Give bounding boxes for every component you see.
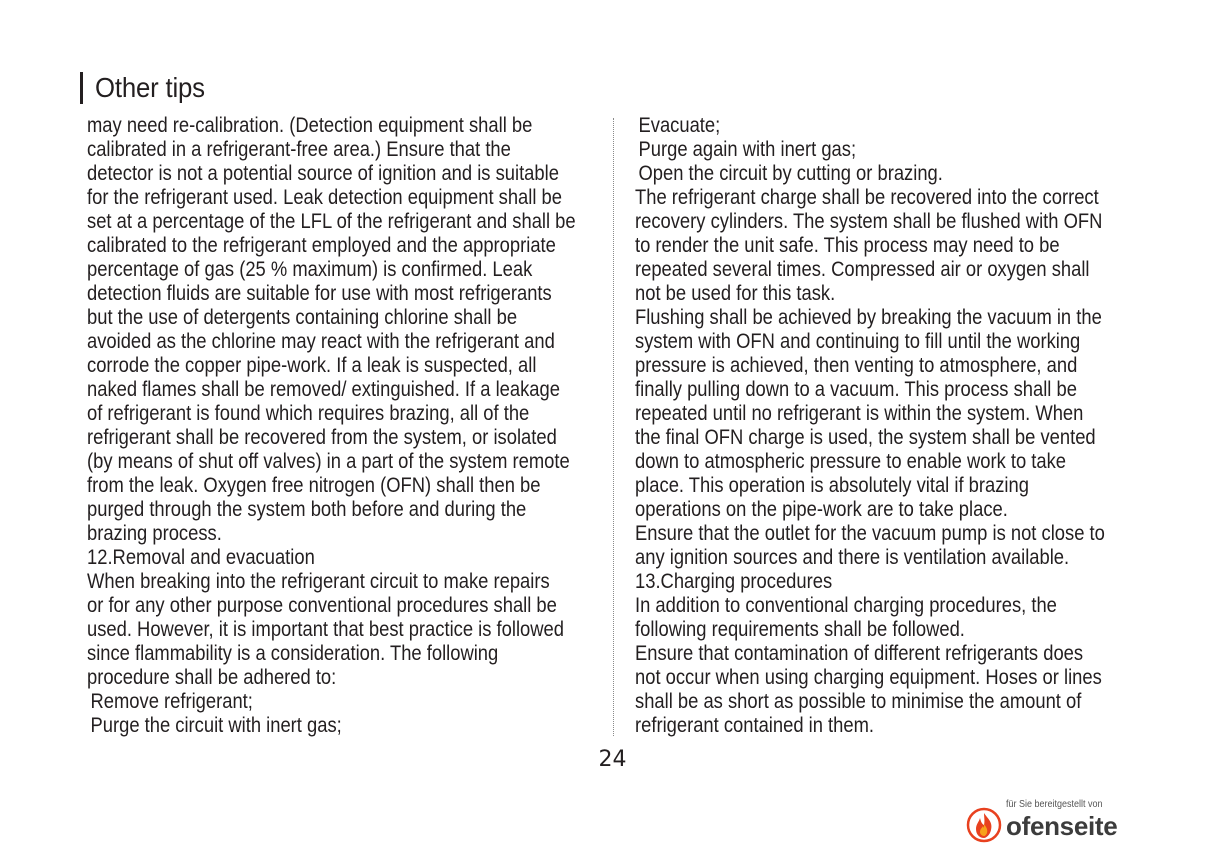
text-line: since flammability is a consideration. The following [87, 642, 499, 665]
text-line: detection fluids are suitable for use with most refrigerants [87, 282, 552, 305]
subsection-heading: 12.Removal and evacuation [87, 546, 315, 569]
text-line: to render the unit safe. This process may need to be [635, 234, 1060, 257]
header-accent-bar [80, 72, 83, 104]
text-line: but the use of detergents containing chlorine shall be [87, 306, 518, 329]
text-line: calibrated in a refrigerant-free area.) Ensure that the [87, 138, 511, 161]
text-line: When breaking into the refrigerant circuit to make repairs [87, 570, 550, 593]
subsection-heading: 13.Charging procedures [635, 570, 833, 593]
procedure-step: Purge the circuit with inert gas; [90, 714, 342, 737]
text-line: down to atmospheric pressure to enable work to take [635, 450, 1067, 473]
text-line: corrode the copper pipe-work. If a leak is suspected, all [87, 354, 537, 377]
text-line: not be used for this task. [635, 282, 836, 305]
brand-name: ofenseite [1006, 811, 1118, 841]
text-line: refrigerant shall be recovered from the system, or isolated [87, 426, 557, 449]
text-line: any ignition sources and there is ventilation available. [635, 546, 1070, 569]
text-line: repeated several times. Compressed air or oxygen shall [635, 258, 1090, 281]
text-line: recovery cylinders. The system shall be flushed with OFN [635, 210, 1103, 233]
text-line: In addition to conventional charging procedures, the [635, 594, 1057, 617]
text-line: detector is not a potential source of ignition and is suitable [87, 162, 559, 185]
text-line: naked flames shall be removed/ extinguished. If a leakage [87, 378, 560, 401]
text-line: operations on the pipe-work are to take place. [635, 498, 1008, 521]
text-line: used. However, it is important that best practice is followed [87, 618, 564, 641]
section-title: Other tips [95, 72, 205, 103]
text-line: Ensure that contamination of different refrigerants does [635, 642, 1084, 665]
text-line: Flushing shall be achieved by breaking the vacuum in the [635, 306, 1102, 329]
text-line: calibrated to the refrigerant employed and the appropriate [87, 234, 556, 257]
procedure-step: Open the circuit by cutting or brazing. [638, 162, 943, 185]
text-line: percentage of gas (25 % maximum) is confirmed. Leak [87, 258, 533, 281]
text-line: not occur when using charging equipment. Hoses or lines [635, 666, 1102, 689]
text-line: avoided as the chlorine may react with the refrigerant and [87, 330, 555, 353]
text-line: brazing process. [87, 522, 222, 545]
flame-logo-icon [966, 807, 1002, 843]
text-line: The refrigerant charge shall be recovered into the correct [635, 186, 1099, 209]
text-line: or for any other purpose conventional procedures shall be [87, 594, 557, 617]
column-divider [613, 118, 614, 736]
text-line: for the refrigerant used. Leak detection equipment shall be [87, 186, 562, 209]
text-line: may need re-calibration. (Detection equipment shall be [87, 114, 533, 137]
text-line: from the leak. Oxygen free nitrogen (OFN) shall then be [87, 474, 541, 497]
text-line: Ensure that the outlet for the vacuum pump is not close to [635, 522, 1105, 545]
text-line: system with OFN and continuing to fill until the working [635, 330, 1081, 353]
procedure-step: Purge again with inert gas; [638, 138, 857, 161]
procedure-step: Evacuate; [638, 114, 721, 137]
brand-tagline: für Sie bereitgestellt von [1006, 799, 1103, 810]
text-line: purged through the system both before and during the [87, 498, 527, 521]
text-line: set at a percentage of the LFL of the refrigerant and shall be [87, 210, 576, 233]
text-line: the final OFN charge is used, the system shall be vented [635, 426, 1096, 449]
page-number: 24 [598, 747, 627, 772]
text-line: shall be as short as possible to minimise the amount of [635, 690, 1082, 713]
left-text-column [87, 114, 647, 738]
text-line: refrigerant contained in them. [635, 714, 875, 737]
text-line: place. This operation is absolutely vital if brazing [635, 474, 1029, 497]
brand-watermark [966, 797, 1126, 845]
text-line: repeated until no refrigerant is within the system. When [635, 402, 1084, 425]
text-line: finally pulling down to a vacuum. This process shall be [635, 378, 1077, 401]
text-line: (by means of shut off valves) in a part of the system remote [87, 450, 570, 473]
right-text-column [635, 114, 1195, 738]
text-line: following requirements shall be followed. [635, 618, 965, 641]
text-line: of refrigerant is found which requires brazing, all of the [87, 402, 530, 425]
text-line: pressure is achieved, then venting to atmosphere, and [635, 354, 1078, 377]
text-line: procedure shall be adhered to: [87, 666, 337, 689]
procedure-step: Remove refrigerant; [90, 690, 253, 713]
section-header [80, 70, 214, 106]
